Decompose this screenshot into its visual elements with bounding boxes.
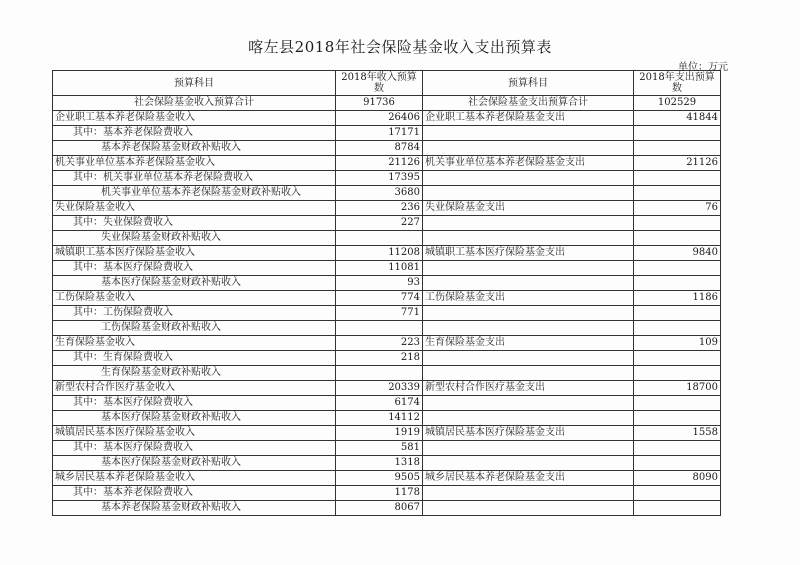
- expense-amount-cell: [634, 366, 721, 381]
- table-row: [53, 501, 721, 516]
- expense-item-cell: [423, 351, 634, 366]
- table-row: [53, 441, 721, 456]
- income-amount-cell: 17395: [336, 171, 423, 186]
- table-row: [53, 126, 721, 141]
- income-amount-cell: 6174: [336, 396, 423, 411]
- income-amount-cell: 21126: [336, 156, 423, 171]
- expense-amount-cell: [634, 411, 721, 426]
- table-body: [53, 96, 721, 516]
- expense-item-cell: 企业职工基本养老保险基金支出: [423, 111, 634, 126]
- table-row: [53, 306, 721, 321]
- income-item-cell: 其中：基本养老保险费收入: [53, 486, 336, 501]
- income-item-cell: 其中：基本养老保险费收入: [53, 126, 336, 141]
- income-amount-cell: 1178: [336, 486, 423, 501]
- expense-amount-cell: 9840: [634, 246, 721, 261]
- income-amount-cell: 26406: [336, 111, 423, 126]
- expense-amount-cell: [634, 231, 721, 246]
- expense-amount-cell: [634, 441, 721, 456]
- expense-amount-cell: 21126: [634, 156, 721, 171]
- table-row: [53, 351, 721, 366]
- expense-item-cell: [423, 306, 634, 321]
- expense-item-cell: [423, 396, 634, 411]
- table-row: [53, 201, 721, 216]
- budget-table: [52, 70, 721, 516]
- table-row: [53, 471, 721, 486]
- expense-amount-cell: 41844: [634, 111, 721, 126]
- income-amount-cell: 1318: [336, 456, 423, 471]
- income-amount-cell: 11208: [336, 246, 423, 261]
- expense-item-cell: [423, 321, 634, 336]
- income-item-cell: 其中：机关事业单位基本养老保险费收入: [53, 171, 336, 186]
- expense-amount-cell: 109: [634, 336, 721, 351]
- table-row: [53, 261, 721, 276]
- expense-amount-cell: 1558: [634, 426, 721, 441]
- income-amount-cell: 223: [336, 336, 423, 351]
- income-item-cell: 企业职工基本养老保险基金收入: [53, 111, 336, 126]
- income-amount-cell: 11081: [336, 261, 423, 276]
- income-item-cell: 失业保险基金财政补贴收入: [53, 231, 336, 246]
- total-row: [53, 96, 721, 111]
- header-expense-item: 预算科目: [423, 71, 634, 96]
- expense-amount-cell: 1186: [634, 291, 721, 306]
- expense-amount-cell: [634, 216, 721, 231]
- income-amount-cell: 8067: [336, 501, 423, 516]
- table-row: [53, 321, 721, 336]
- income-amount-cell: 236: [336, 201, 423, 216]
- expense-amount-cell: [634, 261, 721, 276]
- table-row: [53, 366, 721, 381]
- income-amount-cell: 8784: [336, 141, 423, 156]
- income-item-cell: 工伤保险基金收入: [53, 291, 336, 306]
- income-item-cell: 其中：失业保险费收入: [53, 216, 336, 231]
- income-item-cell: 其中：生育保险费收入: [53, 351, 336, 366]
- table-row: [53, 171, 721, 186]
- income-item-cell: 城镇职工基本医疗保险基金收入: [53, 246, 336, 261]
- expense-amount-cell: 8090: [634, 471, 721, 486]
- expense-item-cell: 机关事业单位基本养老保险基金支出: [423, 156, 634, 171]
- document-title: 喀左县2018年社会保险基金收入支出预算表: [248, 38, 552, 56]
- income-item-cell: 城乡居民基本养老保险基金收入: [53, 471, 336, 486]
- table-row: [53, 486, 721, 501]
- income-item-cell: 其中：基本医疗保险费收入: [53, 396, 336, 411]
- income-item-cell: 机关事业单位基本养老保险基金收入: [53, 156, 336, 171]
- expense-amount-cell: [634, 141, 721, 156]
- table-row: [53, 246, 721, 261]
- expense-item-cell: [423, 486, 634, 501]
- expense-amount-cell: [634, 351, 721, 366]
- income-item-cell: 工伤保险基金财政补贴收入: [53, 321, 336, 336]
- income-amount-cell: 9505: [336, 471, 423, 486]
- income-amount-cell: 581: [336, 441, 423, 456]
- income-item-cell: 生育保险基金收入: [53, 336, 336, 351]
- expense-item-cell: 工伤保险基金支出: [423, 291, 634, 306]
- expense-item-cell: [423, 171, 634, 186]
- income-item-cell: 其中：基本医疗保险费收入: [53, 261, 336, 276]
- table-row: [53, 111, 721, 126]
- table-row: [53, 426, 721, 441]
- table-row: [53, 186, 721, 201]
- table-row: [53, 291, 721, 306]
- income-item-cell: 其中：工伤保险费收入: [53, 306, 336, 321]
- table-row: [53, 396, 721, 411]
- expense-amount-cell: [634, 306, 721, 321]
- income-amount-cell: 218: [336, 351, 423, 366]
- income-amount-cell: 227: [336, 216, 423, 231]
- table-row: [53, 231, 721, 246]
- income-item-cell: 城镇居民基本医疗保险基金收入: [53, 426, 336, 441]
- expense-amount-cell: [634, 456, 721, 471]
- income-item-cell: 基本医疗保险基金财政补贴收入: [53, 276, 336, 291]
- income-item-cell: 机关事业单位基本养老保险基金财政补贴收入: [53, 186, 336, 201]
- unit-label: 单位：万元: [678, 62, 728, 73]
- expense-item-cell: [423, 216, 634, 231]
- expense-amount-cell: [634, 171, 721, 186]
- expense-item-cell: 城镇职工基本医疗保险基金支出: [423, 246, 634, 261]
- income-amount-cell: 14112: [336, 411, 423, 426]
- expense-amount-cell: [634, 321, 721, 336]
- income-amount-cell: [336, 366, 423, 381]
- income-item-cell: 基本医疗保险基金财政补贴收入: [53, 411, 336, 426]
- expense-item-cell: 城乡居民基本养老保险基金支出: [423, 471, 634, 486]
- income-item-cell: 生育保险基金财政补贴收入: [53, 366, 336, 381]
- table-row: [53, 276, 721, 291]
- income-item-cell: 基本养老保险基金财政补贴收入: [53, 501, 336, 516]
- income-item-cell: 社会保险基金收入预算合计: [53, 96, 336, 111]
- expense-item-cell: [423, 231, 634, 246]
- header-income-item: 预算科目: [53, 71, 336, 96]
- expense-item-cell: 失业保险基金支出: [423, 201, 634, 216]
- income-amount-cell: 17171: [336, 126, 423, 141]
- expense-amount-cell: 102529: [634, 96, 721, 111]
- income-amount-cell: 3680: [336, 186, 423, 201]
- table-row: [53, 336, 721, 351]
- table-header-row: [53, 71, 721, 96]
- expense-item-cell: [423, 366, 634, 381]
- income-item-cell: 基本医疗保险基金财政补贴收入: [53, 456, 336, 471]
- expense-amount-cell: [634, 276, 721, 291]
- income-item-cell: 新型农村合作医疗基金收入: [53, 381, 336, 396]
- table-row: [53, 411, 721, 426]
- expense-item-cell: 新型农村合作医疗基金支出: [423, 381, 634, 396]
- income-amount-cell: 91736: [336, 96, 423, 111]
- expense-item-cell: [423, 126, 634, 141]
- expense-amount-cell: [634, 486, 721, 501]
- table-row: [53, 381, 721, 396]
- income-amount-cell: 20339: [336, 381, 423, 396]
- expense-amount-cell: [634, 126, 721, 141]
- income-item-cell: 基本养老保险基金财政补贴收入: [53, 141, 336, 156]
- expense-amount-cell: [634, 501, 721, 516]
- expense-item-cell: 社会保险基金支出预算合计: [423, 96, 634, 111]
- expense-item-cell: [423, 441, 634, 456]
- expense-amount-cell: 18700: [634, 381, 721, 396]
- expense-item-cell: [423, 411, 634, 426]
- income-amount-cell: 774: [336, 291, 423, 306]
- expense-amount-cell: 76: [634, 201, 721, 216]
- expense-item-cell: [423, 501, 634, 516]
- table-row: [53, 456, 721, 471]
- expense-item-cell: 城镇居民基本医疗保险基金支出: [423, 426, 634, 441]
- income-item-cell: 其中：基本医疗保险费收入: [53, 441, 336, 456]
- income-amount-cell: [336, 231, 423, 246]
- table-row: [53, 156, 721, 171]
- expense-item-cell: [423, 141, 634, 156]
- table-row: [53, 141, 721, 156]
- expense-item-cell: [423, 186, 634, 201]
- expense-amount-cell: [634, 186, 721, 201]
- expense-item-cell: [423, 456, 634, 471]
- table-row: [53, 216, 721, 231]
- income-item-cell: 失业保险基金收入: [53, 201, 336, 216]
- income-amount-cell: [336, 321, 423, 336]
- income-amount-cell: 1919: [336, 426, 423, 441]
- header-expense-amount: 2018年支出预算数: [634, 71, 721, 96]
- expense-item-cell: [423, 276, 634, 291]
- header-income-amount: 2018年收入预算数: [336, 71, 423, 96]
- income-amount-cell: 93: [336, 276, 423, 291]
- income-amount-cell: 771: [336, 306, 423, 321]
- expense-item-cell: 生育保险基金支出: [423, 336, 634, 351]
- expense-amount-cell: [634, 396, 721, 411]
- expense-item-cell: [423, 261, 634, 276]
